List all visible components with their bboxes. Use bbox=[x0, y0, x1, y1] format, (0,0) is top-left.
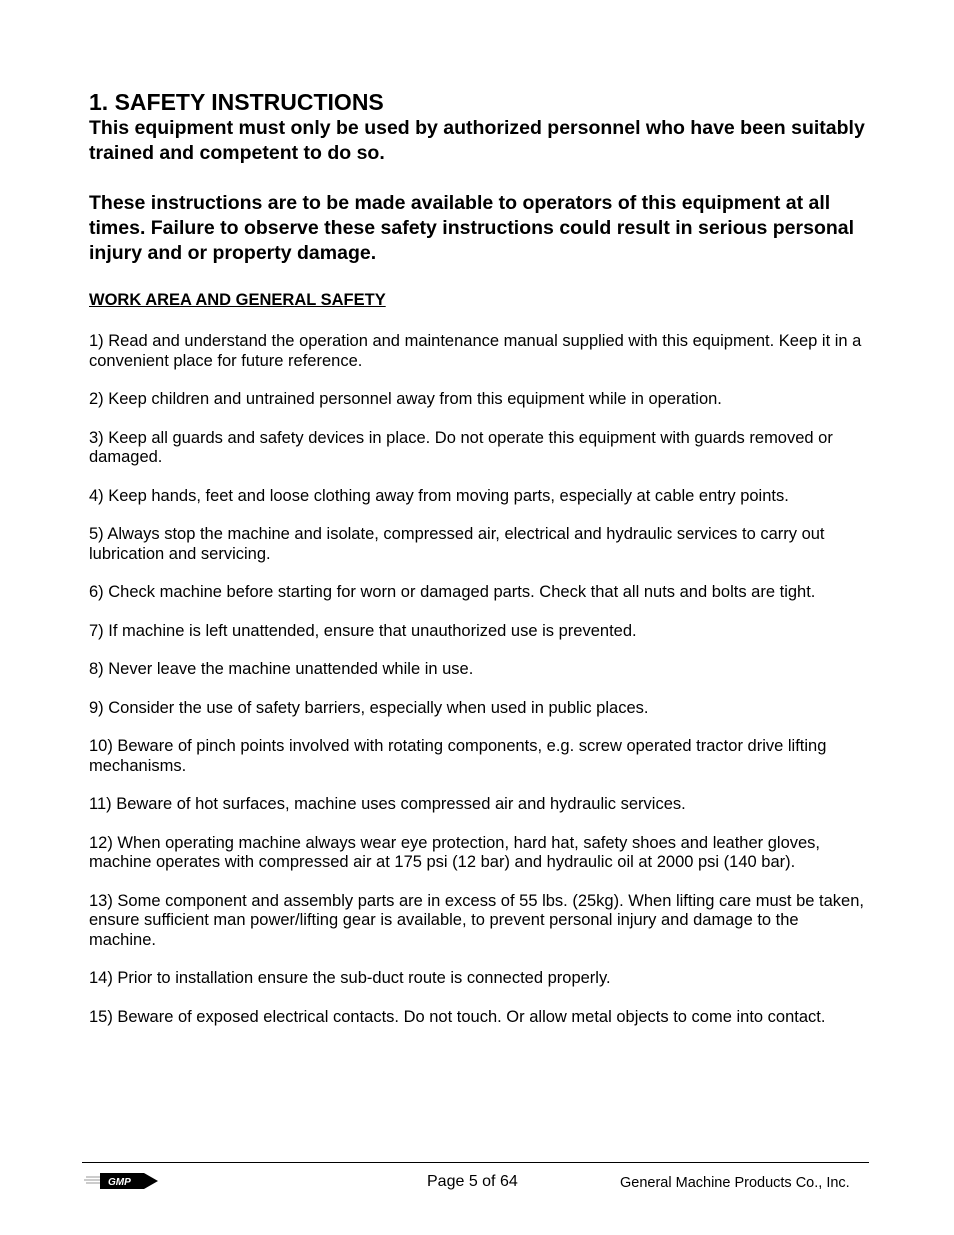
list-item: 5) Always stop the machine and isolate, compressed air, electrical and hydraulic services to carry out lubrication and servicing. bbox=[89, 525, 825, 563]
list-item: 6) Check machine before starting for worn or damaged parts. Check that all nuts and bolts are tight. bbox=[89, 583, 816, 601]
list-item: 9) Consider the use of safety barriers, especially when used in public places. bbox=[89, 698, 649, 717]
page-number: Page 5 of 64 bbox=[427, 1173, 518, 1190]
intro-paragraph-1: This equipment must only be used by authorized personnel who have been suitably trained and competent to do so. bbox=[89, 117, 865, 164]
list-item: 3) Keep all guards and safety devices in place. Do not operate this equipment with guards removed or damaged. bbox=[89, 428, 833, 466]
section-title: WORK AREA AND GENERAL SAFETY bbox=[89, 291, 386, 309]
list-item: 2) Keep children and untrained personnel away from this equipment while in operation. bbox=[89, 390, 722, 408]
page-title: 1. SAFETY INSTRUCTIONS bbox=[89, 89, 384, 115]
list-item: 4) Keep hands, feet and loose clothing away from moving parts, especially at cable entry points. bbox=[89, 486, 789, 505]
company-name: General Machine Products Co., Inc. bbox=[620, 1175, 850, 1191]
list-item: 1) Read and understand the operation and maintenance manual supplied with this equipment. Keep it in a convenient place for future reference. bbox=[89, 332, 862, 370]
intro-paragraph-2: These instructions are to be made available to operators of this equipment at all times. Failure to observe these safety instructions could result in serious personal injury and or property damage. bbox=[89, 192, 855, 264]
list-item: 12) When operating machine always wear eye protection, hard hat, safety shoes and leather gloves, machine operates with compressed air at 175 psi (12 bar) and hydraulic oil at 2000 psi (140 bar). bbox=[89, 833, 821, 871]
footer-divider bbox=[82, 1162, 869, 1163]
list-item: 10) Beware of pinch points involved with rotating components, e.g. screw operated tractor drive lifting mechanisms. bbox=[89, 737, 827, 775]
gmp-logo bbox=[84, 1170, 160, 1192]
document-page bbox=[89, 88, 867, 1046]
logo-text: GMP bbox=[108, 1177, 131, 1188]
list-item: 11) Beware of hot surfaces, machine uses compressed air and hydraulic services. bbox=[89, 795, 686, 813]
list-item: 15) Beware of exposed electrical contacts. Do not touch. Or allow metal objects to come into contact. bbox=[89, 1007, 826, 1026]
list-item: 8) Never leave the machine unattended while in use. bbox=[89, 660, 474, 678]
list-item: 13) Some component and assembly parts are in excess of 55 lbs. (25kg). When lifting care must be taken, ensure sufficient man power/lifting gear is available, to prevent personal injury and damage to the machine. bbox=[89, 891, 864, 949]
list-item: 7) If machine is left unattended, ensure that unauthorized use is prevented. bbox=[89, 621, 637, 640]
safety-list bbox=[89, 332, 867, 1027]
list-item: 14) Prior to installation ensure the sub-duct route is connected properly. bbox=[89, 969, 611, 987]
